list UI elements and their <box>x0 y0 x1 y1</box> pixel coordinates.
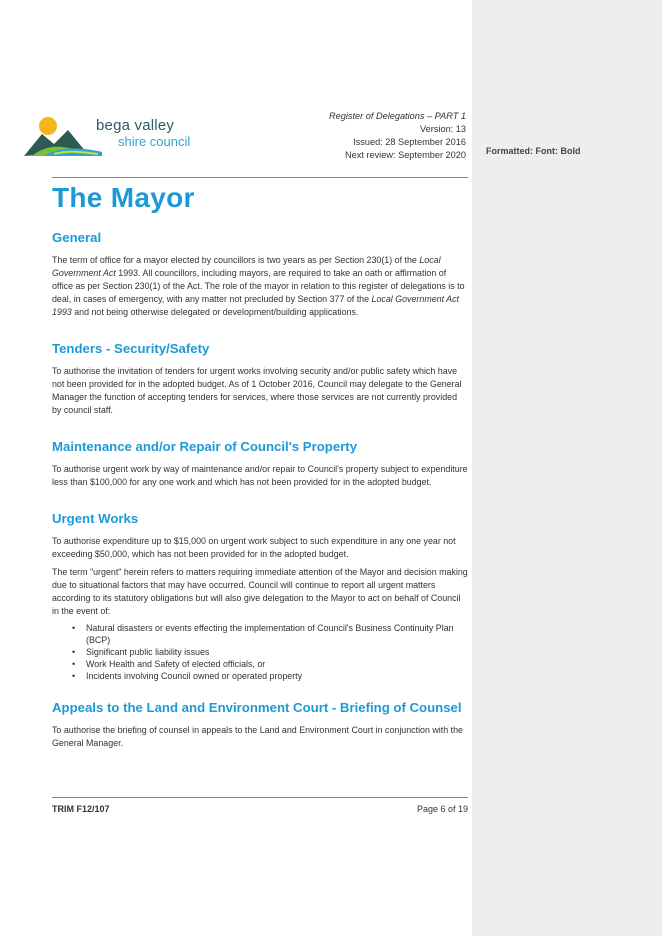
list-item-text: Incidents involving Council owned or operated property <box>86 671 303 681</box>
section-heading-maintenance: Maintenance and/or Repair of Council's Property <box>52 439 358 454</box>
section-heading-urgent-works: Urgent Works <box>52 511 139 526</box>
urgent-bullet-list <box>52 622 468 682</box>
text-run: 1993. All councillors, including mayors, are required to take an oath or affirmation of office as per Section 230(1) of the Act. The role of the mayor in relation to this register of delegations is to deal, in cases of emergency, with any matter not precluded by Section 377 of the <box>52 268 465 304</box>
section-heading-tenders: Tenders - Security/Safety <box>52 341 210 356</box>
general-paragraph <box>52 254 468 319</box>
list-item <box>72 646 468 658</box>
logo-text-line1: bega valley <box>96 117 175 134</box>
list-item <box>72 658 468 670</box>
appeals-paragraph: To authorise the briefing of counsel in appeals to the Land and Environment Court in conjunction with the General Manager. <box>52 725 463 748</box>
logo-mark-icon <box>24 112 104 162</box>
maintenance-paragraph: To authorise urgent work by way of maintenance and/or repair to Council's property subject to expenditure less than $100,000 for any one work and which has not been provided for in the adopted budget. <box>52 464 468 487</box>
text-run-italic: Local Government Act 1993 <box>52 294 460 317</box>
footer-divider <box>52 797 468 798</box>
document-body <box>52 230 468 750</box>
page-number: Page 6 of 19 <box>416 804 468 814</box>
page-title: The Mayor <box>52 182 195 213</box>
document-header-info <box>246 110 466 162</box>
list-item-text: Natural disasters or events effecting the implementation of Council's Business Continuity Plan (BCP) <box>86 623 454 645</box>
next-review-label: Next review: September 2020 <box>344 150 466 160</box>
logo-text-line2: shire council <box>118 134 191 149</box>
issued-label: Issued: 28 September 2016 <box>353 137 466 147</box>
list-item <box>72 622 468 646</box>
comment-pane <box>472 0 662 936</box>
bullet-icon: • <box>72 659 76 669</box>
list-item <box>72 670 468 682</box>
register-label: Register of Delegations – PART 1 <box>328 111 466 121</box>
comment-title: Formatted: Font: Bold <box>486 146 581 156</box>
text-run-italic: Local Government Act <box>52 255 441 278</box>
section-heading-general: General <box>52 230 102 245</box>
urgent-paragraph-2: The term "urgent" herein refers to matters requiring immediate attention of the Mayor and decision making due to situational factors that may have occurred. Council will continue to report all urgent matters according to its statutory obligations but will also give delegation to the Mayor to act on behalf of Council in the event of: <box>52 567 468 616</box>
trim-reference: TRIM F12/107 <box>52 804 110 814</box>
list-item-text: Significant public liability issues <box>86 647 210 657</box>
section-heading-appeals: Appeals to the Land and Environment Court - Briefing of Counsel <box>52 700 462 715</box>
text-run: and not being otherwise delegated or development/building applications. <box>71 307 359 317</box>
bullet-icon: • <box>72 671 76 681</box>
tenders-paragraph: To authorise the invitation of tenders for urgent works involving security and/or public safety which have not been provided for in the adopted budget. As of 1 October 2016, Council may delegate to the General Manager the function of accepting tenders for services, where those services are not currently provided by council staff. <box>52 366 462 415</box>
header-divider <box>52 177 468 178</box>
council-logo <box>26 112 216 160</box>
version-label: Version: 13 <box>420 124 466 134</box>
bullet-icon: • <box>72 647 76 657</box>
urgent-paragraph-1: To authorise expenditure up to $15,000 on urgent work subject to such expenditure in any one year not exceeding $50,000, which has not been provided for in the adopted budget. <box>52 536 456 559</box>
text-run: The term of office for a mayor elected by councillors is two years as per Section 230(1) of the <box>52 255 420 265</box>
bullet-icon: • <box>72 623 76 633</box>
list-item-text: Work Health and Safety of elected officials, or <box>86 659 266 669</box>
